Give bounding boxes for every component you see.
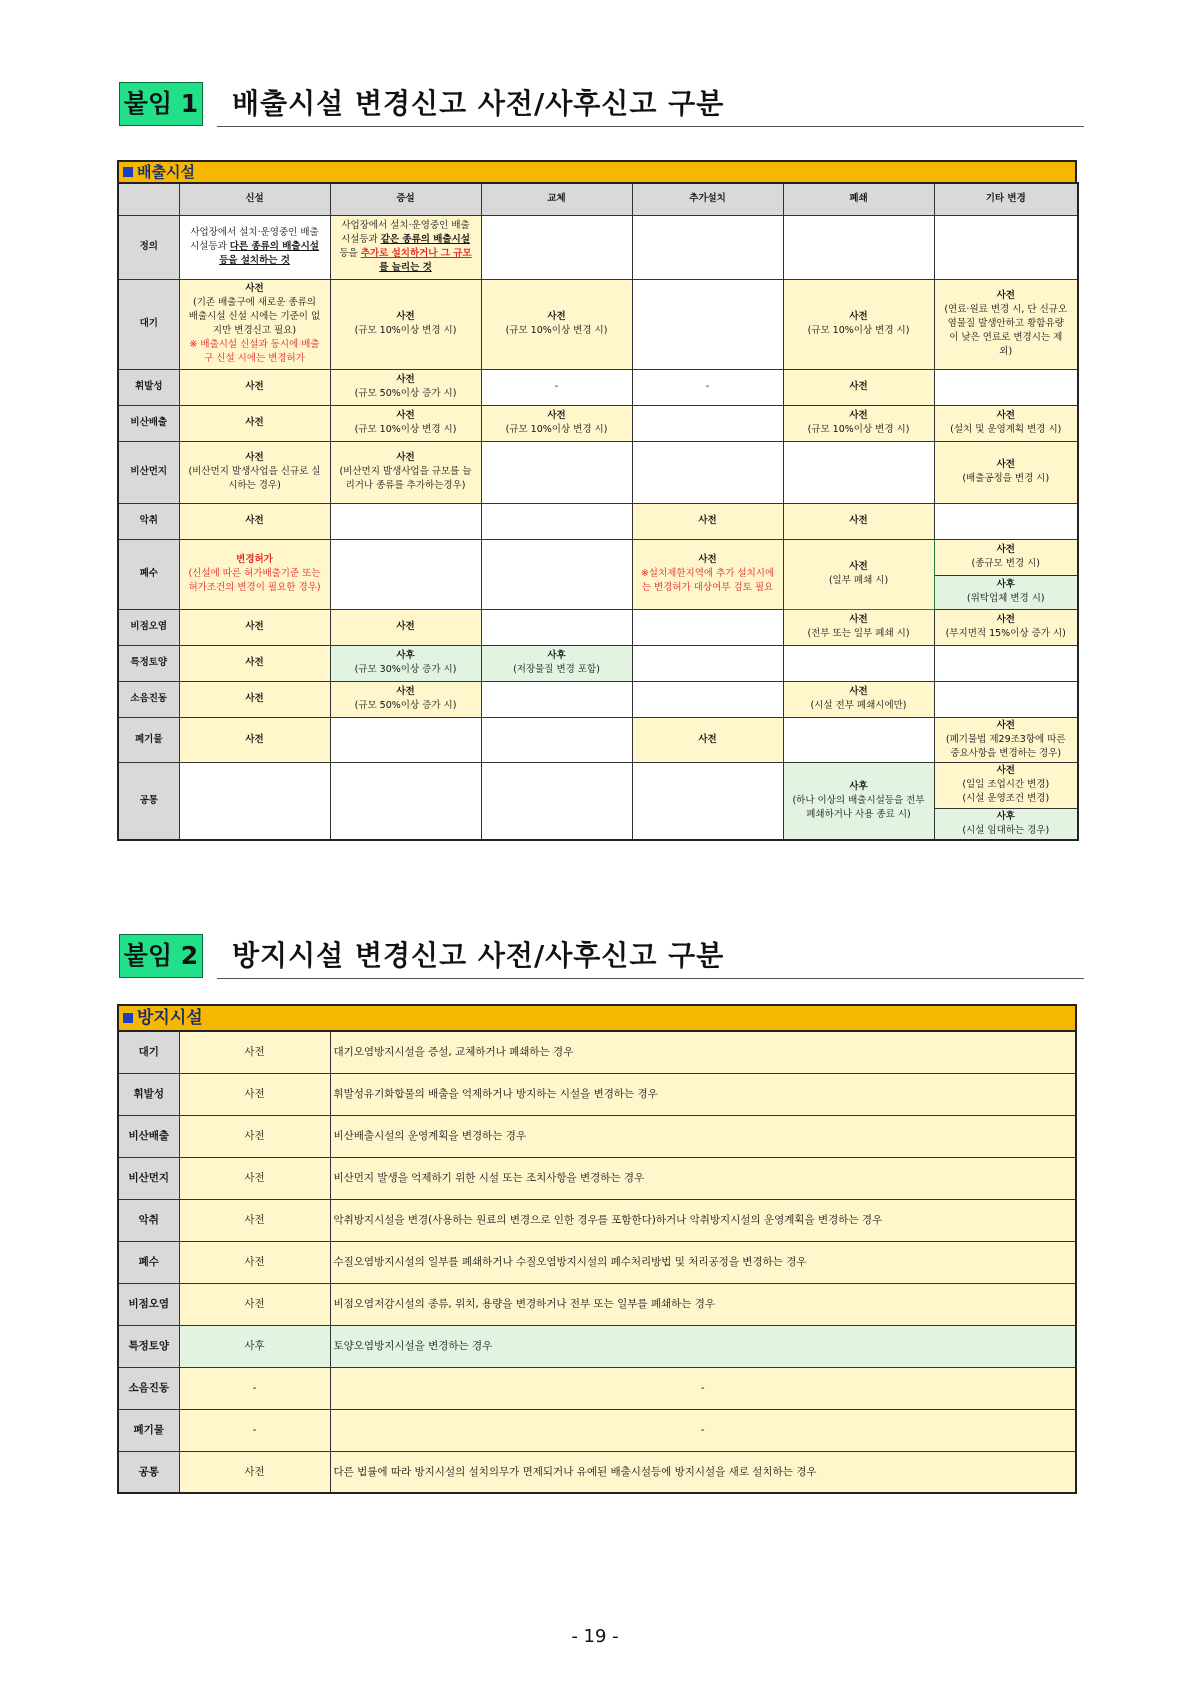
col-header-expand: 증설 <box>330 183 481 215</box>
table1 <box>117 182 1079 841</box>
description-cell: - <box>330 1409 1076 1451</box>
report-type-cell: 사전 <box>179 1241 330 1283</box>
report-type-cell: 사전 <box>179 1031 330 1073</box>
table-row <box>118 1367 1076 1409</box>
description-cell: 비산먼지 발생을 억제하기 위한 시설 또는 조치사항을 변경하는 경우 <box>330 1157 1076 1199</box>
divider <box>217 126 1084 127</box>
col-header-close: 폐쇄 <box>783 183 934 215</box>
table-row <box>118 1157 1076 1199</box>
description-cell: 수질오염방지시설의 일부를 폐쇄하거나 수질오염방지시설의 폐수처리방법 및 처리공정을 변경하는 경우 <box>330 1241 1076 1283</box>
table2-label: 방지시설 <box>137 1008 203 1028</box>
table-row <box>118 1199 1076 1241</box>
report-type-cell: 사전 <box>179 1157 330 1199</box>
report-type-cell: - <box>179 1409 330 1451</box>
section2-header <box>119 934 1084 980</box>
table2-label-bar <box>117 1004 1077 1030</box>
table-row <box>118 215 1078 279</box>
table-row: 비산배출 사전 사전 (규모 10%이상 변경 시) 사전 (규모 10%이상 변경 시) 사전 (규모 10%이상 변경 시) 사전 (설치 및 운영계획 변경 시) <box>118 405 1078 441</box>
prevention-facility-table <box>117 1004 1077 1494</box>
table-row <box>118 1283 1076 1325</box>
description-cell: 다른 법률에 따라 방지시설의 설치의무가 면제되거나 유예된 배출시설등에 방지시설을 새로 설치하는 경우 <box>330 1451 1076 1493</box>
table-row: 공통 사후 (하나 이상의 배출시설등을 전부 폐쇄하거나 사용 종료 시) 사전 (일일 조업시간 변경) (시설 운영조건 변경) <box>118 762 1078 808</box>
col-header-new: 신설 <box>179 183 330 215</box>
col-header-add: 추가설치 <box>632 183 783 215</box>
row-header-air: 대기 <box>118 279 179 369</box>
cell-air-other: 사전 (연료·원료 변경 시, 단 신규오 염물질 발생안하고 황함유량 이 낮은 연료로 변경시는 제 외) <box>934 279 1078 369</box>
col-header-other: 기타 변경 <box>934 183 1078 215</box>
table-row: 사후 (위탁업체 변경 시) <box>118 575 1078 609</box>
table2 <box>117 1030 1077 1494</box>
page-number: - 19 - <box>571 1626 619 1647</box>
row-header-soil: 특정토양 <box>118 645 179 681</box>
table-row <box>118 1073 1076 1115</box>
report-type-cell: 사전 <box>179 1073 330 1115</box>
description-cell: 비산배출시설의 운영계획을 변경하는 경우 <box>330 1115 1076 1157</box>
row-header-noise: 소음진동 <box>118 681 179 717</box>
report-type-cell: 사전 <box>179 1451 330 1493</box>
description-cell: 토양오염방지시설을 변경하는 경우 <box>330 1325 1076 1367</box>
description-cell: 휘발성유기화합물의 배출을 억제하거나 방지하는 시설을 변경하는 경우 <box>330 1073 1076 1115</box>
cell-air-expand: 사전 (규모 10%이상 변경 시) <box>330 279 481 369</box>
table-row: 악취 사전 사전 사전 <box>118 503 1078 539</box>
row-header: 공통 <box>118 1451 179 1493</box>
square-icon <box>123 1013 133 1023</box>
row-header: 소음진동 <box>118 1367 179 1409</box>
row-header-dust: 비산먼지 <box>118 441 179 503</box>
row-header: 휘발성 <box>118 1073 179 1115</box>
table-row: 폐기물 사전 사전 사전 (폐기물법 제29조3항에 따른 중요사항을 변경하는 경우) <box>118 717 1078 762</box>
row-header-waste: 폐기물 <box>118 717 179 762</box>
table-row: 특정토양 사전 사후 (규모 30%이상 증가 시) 사후 (저장물질 변경 포함) <box>118 645 1078 681</box>
row-header: 비산배출 <box>118 1115 179 1157</box>
table1-label-bar <box>117 160 1077 182</box>
cell-air-replace: 사전 (규모 10%이상 변경 시) <box>481 279 632 369</box>
table-row: 사후 (시설 임대하는 경우) <box>118 808 1078 840</box>
report-type-cell: 사후 <box>179 1325 330 1367</box>
cell-def-new: 사업장에서 설치·운영중인 배출 시설등과 다른 종류의 배출시설 등을 설치하는 것 <box>179 215 330 279</box>
table-row <box>118 1451 1076 1493</box>
row-header: 폐기물 <box>118 1409 179 1451</box>
cell-air-close: 사전 (규모 10%이상 변경 시) <box>783 279 934 369</box>
row-header: 비점오염 <box>118 1283 179 1325</box>
table-row <box>118 1409 1076 1451</box>
table-header-row <box>118 183 1078 215</box>
row-header-water: 폐수 <box>118 539 179 609</box>
emission-facility-table <box>117 160 1077 841</box>
corner-cell <box>118 183 179 215</box>
description-cell: 대기오염방지시설을 증설, 교체하거나 폐쇄하는 경우 <box>330 1031 1076 1073</box>
row-header-common: 공통 <box>118 762 179 840</box>
row-header-def: 정의 <box>118 215 179 279</box>
row-header-nonpoint: 비점오염 <box>118 609 179 645</box>
table-row: 소음진동 사전 사전 (규모 50%이상 증가 시) 사전 (시설 전부 폐쇄시에만) <box>118 681 1078 717</box>
report-type-cell: - <box>179 1367 330 1409</box>
table-row: 휘발성 사전 사전 (규모 50%이상 증가 시) - - 사전 <box>118 369 1078 405</box>
cell-air-new: 사전 (기존 배출구에 새로운 종류의 배출시설 신설 시에는 기준이 없 지만 변경신고 필요) ※ 배출시설 신설과 동시에 배출 구 신설 시에는 변경허가 <box>179 279 330 369</box>
cell-def-expand: 사업장에서 설치·운영중인 배출 시설등과 같은 종류의 배출시설 등을 추가로 설치하거나 그 규모 를 늘리는 것 <box>330 215 481 279</box>
col-header-replace: 교체 <box>481 183 632 215</box>
section2-title: 방지시설 변경신고 사전/사후신고 구분 <box>232 939 725 972</box>
section1-header <box>119 82 1084 128</box>
row-header: 폐수 <box>118 1241 179 1283</box>
description-cell: 악취방지시설을 변경(사용하는 원료의 변경으로 인한 경우를 포함한다)하거나 악취방지시설의 운영계획을 변경하는 경우 <box>330 1199 1076 1241</box>
divider <box>217 978 1084 979</box>
table-row: 폐수 변경허가 (신설에 따른 허가배출기준 또는 허가조건의 변경이 필요한 경우) 사전 ※설치제한지역에 추가 설치시에 는 변경허가 대상여부 검토 필요 사전 (일부 폐쇄 시) 사전 (종규모 변경 시) <box>118 539 1078 575</box>
row-header: 대기 <box>118 1031 179 1073</box>
row-header-voc: 휘발성 <box>118 369 179 405</box>
table-row: 비점오염 사전 사전 사전 (전부 또는 일부 폐쇄 시) 사전 (부지면적 15%이상 증가 시) <box>118 609 1078 645</box>
table-row <box>118 1031 1076 1073</box>
description-cell: - <box>330 1367 1076 1409</box>
table-row <box>118 1241 1076 1283</box>
description-cell: 비점오염저감시설의 종류, 위치, 용량을 변경하거나 전부 또는 일부를 폐쇄하는 경우 <box>330 1283 1076 1325</box>
section1-title: 배출시설 변경신고 사전/사후신고 구분 <box>232 87 725 120</box>
square-icon <box>123 167 133 177</box>
table-row: 비산먼지 사전 (비산먼지 발생사업을 신규로 실 시하는 경우) 사전 (비산먼지 발생사업을 규모를 늘 리거나 종류를 추가하는경우) 사전 (배출공정을 변경 시) <box>118 441 1078 503</box>
row-header: 악취 <box>118 1199 179 1241</box>
row-header: 비산먼지 <box>118 1157 179 1199</box>
row-header-fugitive: 비산배출 <box>118 405 179 441</box>
report-type-cell: 사전 <box>179 1199 330 1241</box>
table1-label: 배출시설 <box>137 163 195 181</box>
table-row <box>118 1115 1076 1157</box>
section1-badge: 붙임 1 <box>119 82 203 126</box>
table-row <box>118 1325 1076 1367</box>
row-header-odor: 악취 <box>118 503 179 539</box>
report-type-cell: 사전 <box>179 1283 330 1325</box>
table-row <box>118 279 1078 369</box>
section2-badge: 붙임 2 <box>119 934 203 978</box>
report-type-cell: 사전 <box>179 1115 330 1157</box>
row-header: 특정토양 <box>118 1325 179 1367</box>
